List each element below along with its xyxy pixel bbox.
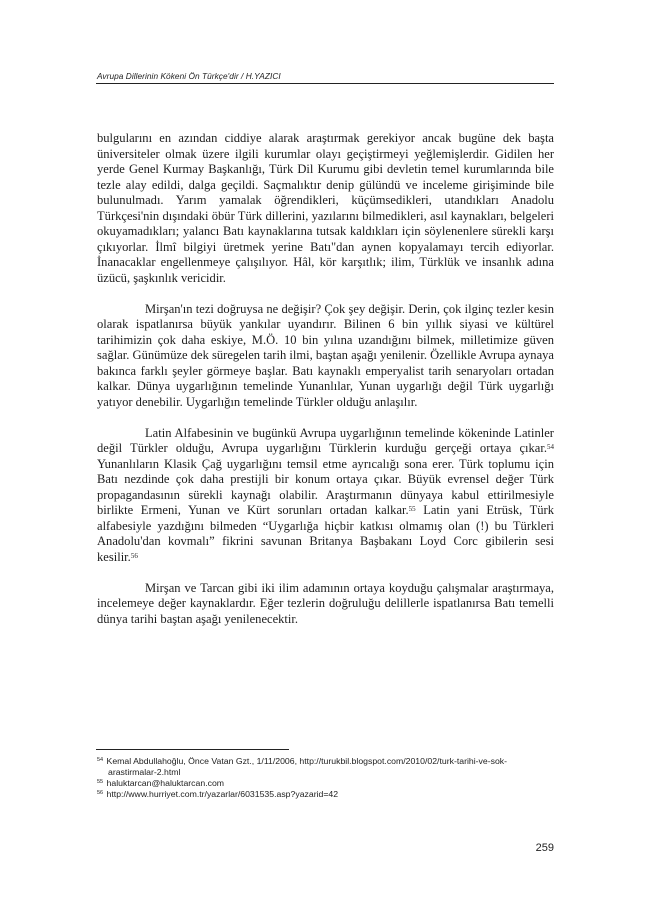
footnote-separator (96, 749, 289, 750)
header-rule (96, 83, 554, 84)
footnote-56 (97, 789, 567, 800)
paragraph-3-text-b: Yunanlıların Klasik Çağ uygarlığını temsil etme ayrıcalığı sona erer. Türk toplumu için Batı nezdinde çok daha prestijli bir konum ortaya çıkar. Büyük evrensel değer Türk propagandasının sürekli kaynağı olabilir. Araştırmanın dünyaya kabul ettirilmesiyle birlikte Ermeni, Yunan ve Kürt sorunları ortadan kalkar. (97, 456, 554, 517)
footnote-email-link[interactable]: haluktarcan@haluktarcan.com (106, 778, 225, 788)
footnote-number: 55 (97, 778, 104, 785)
footnote-text-continued: arastirmalar-2.html (108, 767, 181, 777)
footnote-ref-55[interactable]: 55 (408, 504, 416, 513)
paragraph-1: bulgularını en azından ciddiye alarak araştırmak gerekiyor ancak bugüne dek başta üniversiteler olmak üzere ilgili kurumlar olayı geçiştirmeyi yeğlemişlerdir. Gidilen her yerde Genel Kurmay Başkanlığı, Türk Dil Kurumu gibi devletin temel kurumlarında bile tezle alay edildi, dalga geçildi. Saçmalıktır denip gülündü ve inceleme girişiminde bile bulunulmadı. Yarım yamalak öğrendikleri, küçümsedikleri, utandıkları Anadolu Türkçesi'nin dışındaki öbür Türk dillerini, yazılarını bilmedikleri, asıl kaynakları, belgeleri okuyamadıkları; yalancı Batı kaynaklarına tutsak kaldıkları için söylenenlere sürekli karşı çıkıyorlar. İlmî bilgiyi üretmek yerine Batı"dan aynen kopyalamayı tercih ediyorlar. İnanacaklar engellenmeye çalışılıyor. Hâl, kör karşıtlık; ilim, Türklük ve insanlık adına üzücü, şaşkınlık vericidir. (97, 131, 554, 285)
footnote-text: Kemal Abdullahoğlu, Önce Vatan Gzt., 1/11/2006, http://turukbil.blogspot.com/2010/02/turk-tarihi-ve-sok- (106, 756, 508, 766)
footnotes (97, 756, 567, 800)
paragraph-2: Mirşan'ın tezi doğruysa ne değişir? Çok şey değişir. Derin, çok ilginç tezler kesin olarak ispatlanırsa büyük yankılar uyandırır. Bilinen 6 bin yıllık siyasi ve kültürel tarihimizin çok daha eskiye, M.Ö. 10 bin yılına uzandığını bilmek, milletimize güven sağlar. Günümüze dek süregelen tarih ilmi, baştan aşağı yenilenir. Özellikle Avrupa aynaya bakınca farklı şeyler görmeye başlar. Batı kaynaklı emperyalist tarih senaryoları ortadan kalkar. Dünya uygarlığının temelinde Yunanlılar, Yunan uygarlığı değil Türk uygarlığı yatıyor denebilir. Uygarlığın temelinde Türkler olduğu anlaşılır. (97, 301, 554, 409)
footnote-55 (97, 778, 567, 789)
footnote-ref-54[interactable]: 54 (547, 442, 554, 451)
paragraph-4: Mirşan ve Tarcan gibi iki ilim adamının ortaya koyduğu çalışmalar araştırmaya, incelemeye değer kaynaklardır. Eğer tezlerin doğruluğu delillerle ispatlanırsa Batı temelli dünya tarihi baştan aşağı yenilenecektir. (97, 580, 554, 626)
footnote-url-link[interactable]: http://www.hurriyet.com.tr/yazarlar/6031535.asp?yazarid=42 (106, 789, 339, 799)
paragraph-3-text-c: Latin yani Etrüsk, Türk alfabesiyle yazdığını bilmeden “Uygarlığa hiçbir katkısı olmamış olan (!) bu Türkleri Anadolu'dan kovmalı” fikrini savunan Britanya Başbakanı Loyd Corc gibilerin sesi kesilir. (97, 503, 554, 564)
paragraph-3 (97, 426, 554, 566)
footnote-number: 54 (97, 756, 104, 763)
footnote-54 (97, 756, 567, 778)
page-number: 259 (535, 842, 554, 854)
footnote-ref-56[interactable]: 56 (130, 551, 138, 560)
paragraph-3-text-a: Latin Alfabesinin ve bugünkü Avrupa uygarlığının temelinde kökeninde Latinler değil Türkler olduğu, Avrupa uygarlığını Türklerin kurduğu gerçeği ortaya çıkar. (97, 425, 554, 455)
running-header: Avrupa Dillerinin Kökeni Ön Türkçe'dir / H.YAZICI (97, 71, 281, 81)
footnote-number: 56 (97, 789, 104, 796)
body-text (97, 131, 554, 643)
